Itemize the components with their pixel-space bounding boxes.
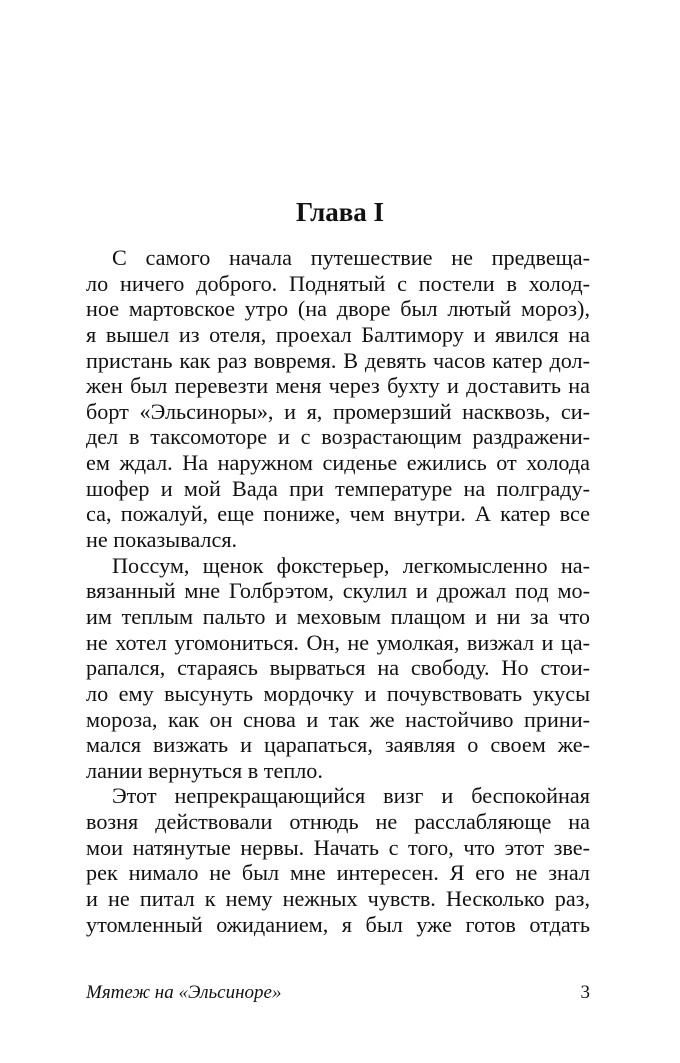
text-line: вязанный мне Голбрэтом, скулил и дрожал под мо- — [86, 578, 590, 604]
text-line: пристань как раз вовремя. В девять часов катер дол- — [86, 347, 590, 373]
text-line: им теплым пальто и меховым плащом и ни за что — [86, 603, 590, 629]
text-line: дел в таксомоторе и с возрастающим раздражени- — [86, 424, 590, 450]
text-line: и не питал к нему нежных чувств. Несколько раз, — [86, 886, 590, 912]
chapter-text — [86, 245, 590, 937]
page-number: 3 — [580, 982, 590, 1003]
text-line: борт «Эльсиноры», и я, промерзший насквозь, си- — [86, 398, 590, 424]
text-line: возня действовали отнюдь не расслабляюще на — [86, 809, 590, 835]
text-line: не хотел угомониться. Он, не умолкая, визжал и ца- — [86, 629, 590, 655]
text-line: жен был перевезти меня через бухту и доставить на — [86, 373, 590, 399]
text-line: мороза, как он снова и так же настойчиво прини- — [86, 706, 590, 732]
text-line: мался визжать и царапаться, заявляя о своем же- — [86, 732, 590, 758]
text-line: шофер и мой Вада при температуре на полграду- — [86, 475, 590, 501]
text-line: я вышел из отеля, проехал Балтимору и явился на — [86, 321, 590, 347]
chapter-title: Глава I — [295, 197, 385, 227]
text-line: мои натянутые нервы. Начать с того, что этот зве- — [86, 834, 590, 860]
running-title: Мятеж на «Эльсиноре» — [86, 982, 282, 1003]
page-footer — [86, 980, 590, 1006]
text-line: утомленный ожиданием, я был уже готов отдать — [86, 911, 590, 937]
text-line: С самого начала путешествие не предвеща- — [112, 245, 590, 270]
text-line: Этот непрекращающийся визг и беспокойная — [112, 783, 590, 809]
text-line: рек нимало не был мне интересен. Я его не знал — [86, 860, 590, 886]
paragraph-1 — [86, 245, 590, 553]
paragraph-2 — [86, 553, 590, 784]
text-line: ло ему высунуть мордочку и почувствовать укусы — [86, 680, 590, 706]
text-line: ем ждал. На наружном сиденье ежились от холода — [86, 450, 590, 476]
text-line: не показывался. — [86, 527, 238, 553]
text-line: Поссум, щенок фокстерьер, легкомысленно на- — [112, 552, 590, 578]
text-line: рапался, стараясь вырваться на свободу. Но стои- — [86, 655, 590, 681]
text-line: ло ничего доброго. Поднятый с постели в холод- — [86, 270, 590, 296]
text-line: лании вернуться в тепло. — [86, 757, 323, 783]
paragraph-3 — [86, 783, 590, 937]
text-line: ное мартовское утро (на дворе был лютый мороз), — [86, 296, 590, 322]
text-line: са, пожалуй, еще пониже, чем внутри. А катер все — [86, 501, 590, 527]
